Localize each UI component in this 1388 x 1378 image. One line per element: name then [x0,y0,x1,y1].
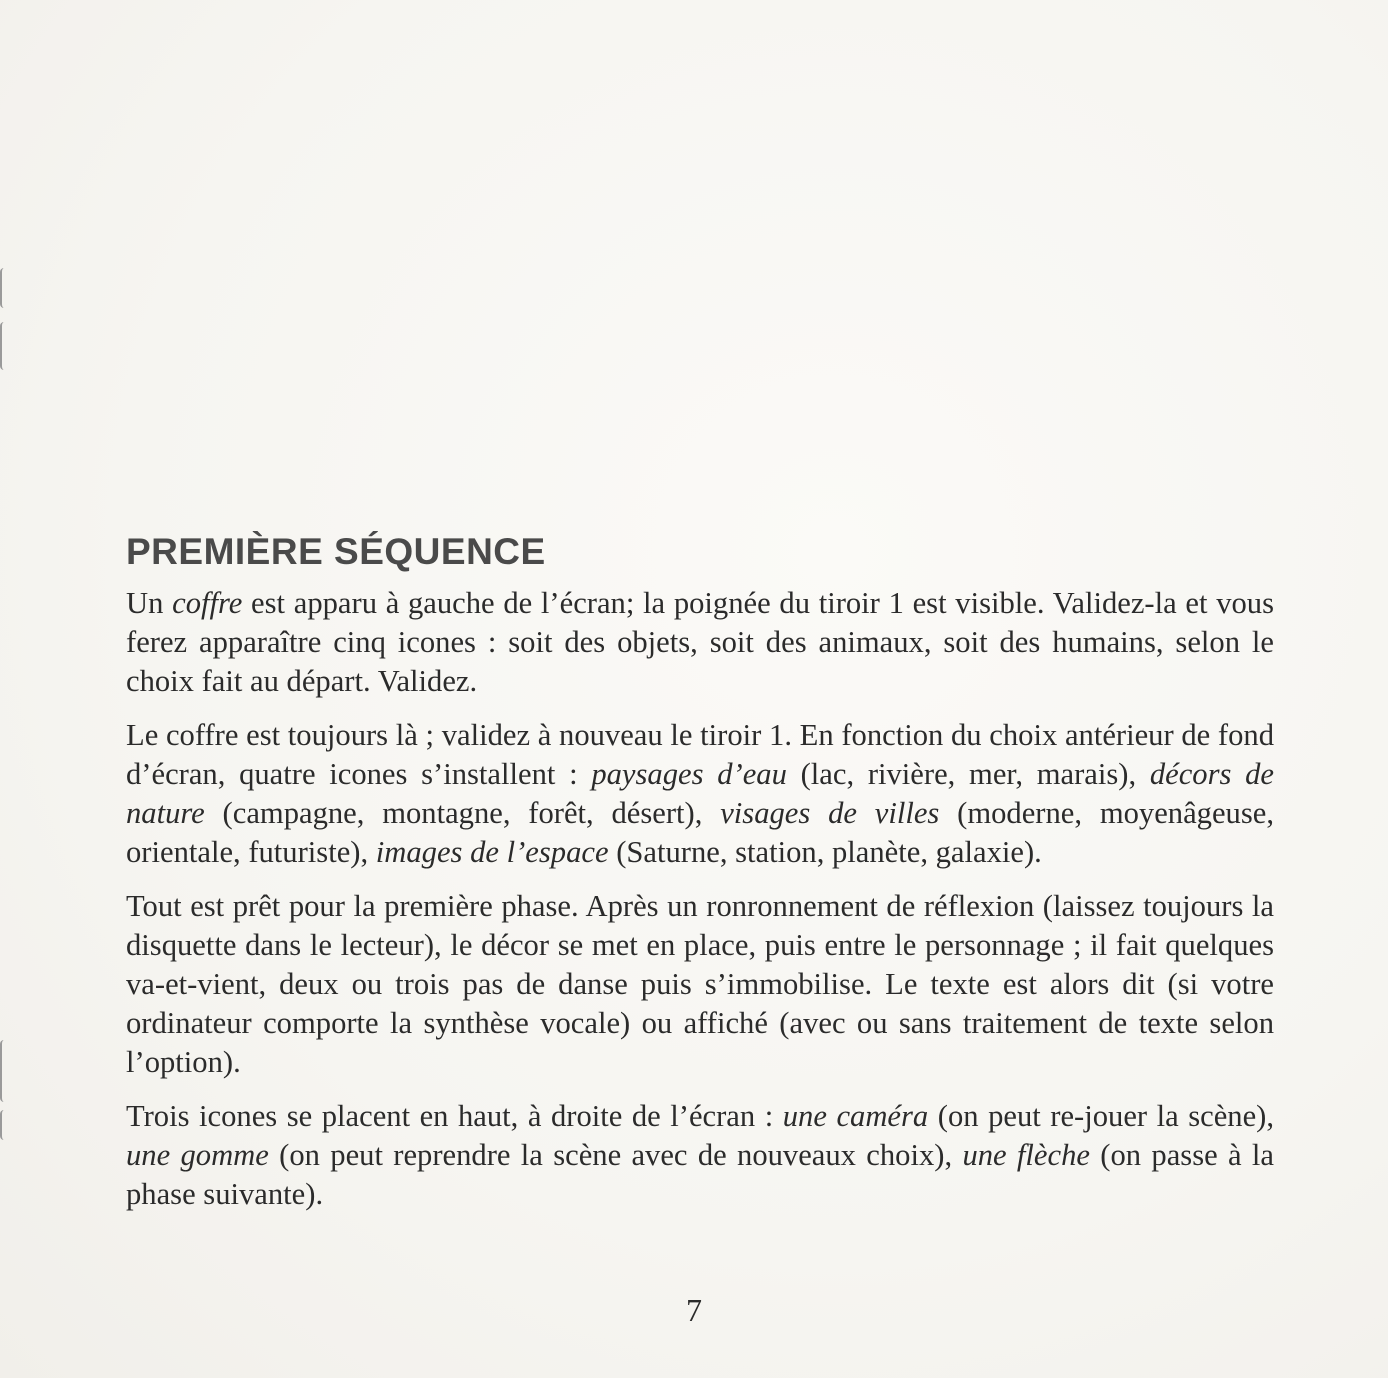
paragraph-text: (on peut reprendre la scène avec de nouveaux choix), [268,1138,963,1172]
paragraph-text: (on passe à la phase suivante). [126,1138,1274,1211]
paragraph-text: Le coffre est toujours là ; validez à nouveau le tiroir 1. En fonction du choix antérieur de fond d’écran, quatre icones s’installent : [126,718,1274,791]
paragraph-text: Tout est prêt pour la première phase. Après un ronronnement de réflexion (laissez toujours la disquette dans le lecteur), le décor se met en place, puis entre le personnage ; il fait quelques va-et-vient, deux ou trois pas de danse puis s’immobilise. Le texte est alors dit (si votre ordinateur comporte la synthèse vocale) ou affiché (avec ou sans traitement de texte selon l’option). [126,889,1274,1079]
binding-staple-mark [0,1040,10,1102]
italic-term: coffre [172,586,243,620]
italic-term: images de l’espace [375,835,609,869]
italic-term: une gomme [126,1138,269,1172]
paragraph-list [126,584,1274,1214]
italic-term: une caméra [782,1099,929,1133]
binding-staple-mark [0,268,10,308]
paragraph-text: Trois icones se placent en haut, à droite de l’écran : [126,1099,783,1133]
body-paragraph [126,887,1274,1082]
body-paragraph [126,716,1274,872]
page-number: 7 [686,1292,702,1328]
binding-staple-mark [0,322,10,370]
italic-term: une flèche [962,1138,1090,1172]
body-paragraph [126,584,1274,701]
binding-staple-mark [0,1110,10,1140]
paragraph-text: (moderne, moyenâgeuse, orientale, futuriste), [126,796,1274,869]
page-content [126,528,1274,1229]
paragraph-text: (Saturne, station, planète, galaxie). [608,835,1042,869]
paragraph-text: (on peut re-jouer la scène), [928,1099,1275,1133]
section-title: PREMIÈRE SÉQUENCE [126,531,546,572]
paragraph-text: Un [126,586,173,620]
italic-term: décors de nature [126,757,1275,830]
italic-term: visages de villes [720,796,940,830]
body-paragraph [126,1097,1274,1214]
italic-term: paysages d’eau [591,757,787,791]
paragraph-text: (lac, rivière, mer, marais), [786,757,1150,791]
show-through-text [128,385,1268,438]
paragraph-text: est apparu à gauche de l’écran; la poignée du tiroir 1 est visible. Validez-la et vous ferez apparaître cinq icones : soit des objets, soit des animaux, soit des humains, selon le choix fait au départ. Validez. [126,586,1274,698]
paragraph-text: (campagne, montagne, forêt, désert), [204,796,721,830]
